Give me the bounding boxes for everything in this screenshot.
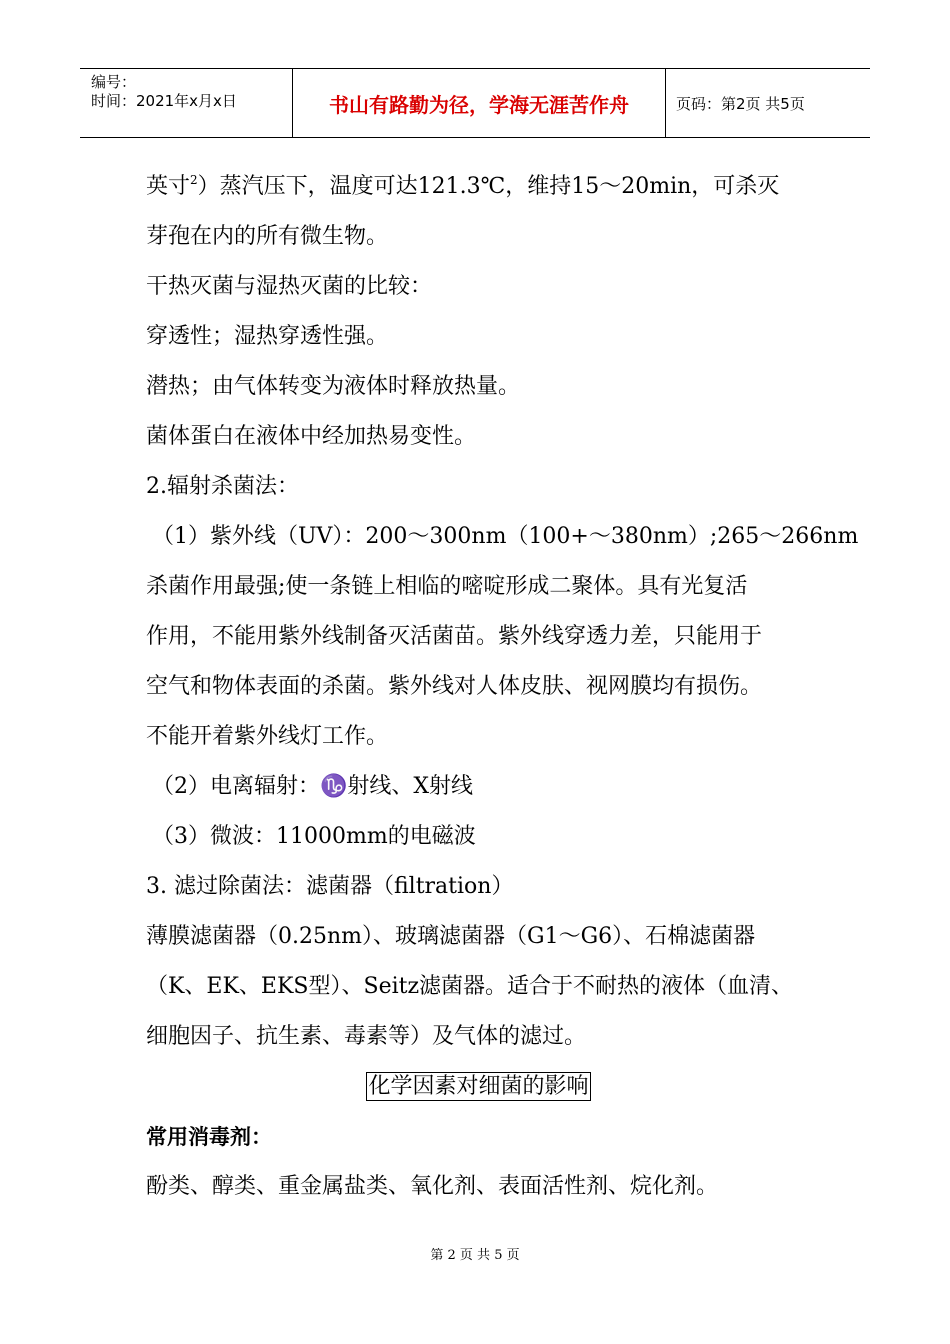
- section-heading: 3. 滤过除菌法：滤菌器（filtration）: [146, 874, 514, 899]
- section-title-wrap: [146, 1062, 811, 1112]
- section-title: 化学因素对细菌的影响: [368, 1074, 589, 1099]
- number-label: 编号：: [91, 73, 137, 91]
- section-heading: 2.辐射杀菌法：: [146, 474, 299, 499]
- paragraph-line: 细胞因子、抗生素、毒素等）及气体的滤过。: [146, 1024, 587, 1049]
- paragraph-line: （3）微波：11000mm的电磁波: [152, 824, 476, 849]
- paragraph-line: 菌体蛋白在液体中经加热易变性。: [146, 424, 477, 449]
- paragraph-line: 穿透性；湿热穿透性强。: [146, 324, 389, 349]
- page-footer: 第 2 页 共 5 页: [430, 1248, 520, 1263]
- superscript: 2: [190, 173, 198, 187]
- paragraph-line: 空气和物体表面的杀菌。紫外线对人体皮肤、视网膜均有损伤。: [146, 674, 763, 699]
- paragraph-line: 潜热；由气体转变为液体时释放热量。: [146, 374, 521, 399]
- paragraph-line: （K、EK、EKS型）、Seitz滤菌器。适合于不耐热的液体（血清、: [146, 974, 794, 999]
- paragraph-line: 干热灭菌与湿热灭菌的比较：: [146, 274, 433, 299]
- document-body: [146, 162, 859, 1212]
- paragraph-line: 英寸$^2$）蒸汽压下，温度可达121.3℃，维持15～20min，可杀灭: [146, 173, 780, 199]
- date-label: 时间：2021年x月x日: [91, 92, 237, 110]
- paragraph-line: 芽孢在内的所有微生物。: [146, 224, 389, 249]
- page-header: [80, 68, 870, 138]
- subheading: 常用消毒剂：: [146, 1125, 272, 1149]
- paragraph-line: 不能开着紫外线灯工作。: [146, 724, 389, 749]
- paragraph-line: 酚类、醇类、重金属盐类、氧化剂、表面活性剂、烷化剂。: [146, 1174, 719, 1199]
- header-page-label: 页码：第2页 共5页: [676, 94, 805, 113]
- paragraph-line: （2）电离辐射：♑射线、X射线: [152, 774, 474, 799]
- header-motto: 书山有路勤为径，学海无涯苦作舟: [293, 69, 666, 137]
- paragraph-line: （1）紫外线（UV）：200～300nm（100+～380nm）;265～266nm: [152, 524, 859, 549]
- paragraph-line: 薄膜滤菌器（0.25nm）、玻璃滤菌器（G1～G6）、石棉滤菌器: [146, 924, 756, 949]
- header-meta: [80, 69, 293, 137]
- paragraph-line: 作用，不能用紫外线制备灭活菌苗。紫外线穿透力差，只能用于: [146, 624, 763, 649]
- paragraph-line: 杀菌作用最强;使一条链上相临的嘧啶形成二聚体。具有光复活: [146, 574, 748, 599]
